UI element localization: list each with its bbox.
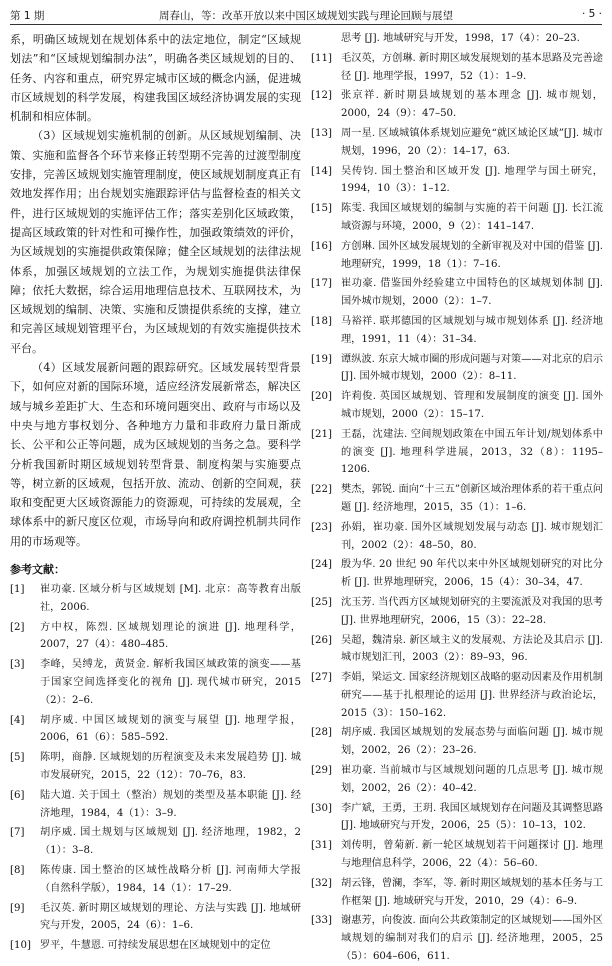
reference-number: [12] — [311, 90, 332, 102]
reference-number: [29] — [311, 765, 332, 777]
reference-number: [22] — [311, 484, 332, 496]
reference-item — [311, 875, 603, 911]
references-heading: 参考文献： — [10, 563, 65, 577]
reference-item — [311, 800, 603, 836]
reference-number: [4] — [10, 714, 25, 726]
reference-text: 樊杰，郭锐. 面向“十三五”创新区域治理体系的若干重点问题 [J]. 经济地理，2015，35（1）：1–6. — [341, 484, 603, 513]
reference-number: [24] — [311, 559, 332, 571]
reference-item — [10, 787, 301, 823]
left-column — [10, 30, 301, 952]
reference-text: 沈玉芳. 当代西方区域规划研究的主要流派及对我国的思考 [J]. 世界地理研究，2006，15（3）：22–28. — [341, 596, 603, 626]
reference-item — [10, 900, 301, 936]
reference-text: 胡序威. 我国区域规划的发展态势与面临问题 [J]. 城市规划，2002，26（2）：23–26. — [341, 727, 603, 757]
reference-text: 崔功豪. 借鉴国外经验建立中国特色的区域规划体制 [J]. 国外城市规划，2000（2）：1–7. — [341, 278, 603, 308]
reference-item — [311, 762, 603, 798]
reference-number: [13] — [311, 127, 332, 139]
reference-text: 王磊，沈建法. 空间规划政策在中国五年计划/规划体系中的演变 [J]. 地理科学进展，2013，32（8）：1195–1206. — [341, 428, 603, 476]
reference-text: 胡序威. 国土规划与区域规划 [J]. 经济地理，1982，2（1）：3–8. — [40, 827, 301, 857]
reference-text: 陈雯. 我国区域规划的编制与实施的若干问题 [J]. 长江流域资源与环境，2000，9（2）：141–147. — [341, 203, 603, 232]
reference-number: [31] — [311, 840, 332, 852]
reference-number: [26] — [311, 634, 332, 646]
reference-text: 谢惠芳，向俊波. 面向公共政策制定的区域规划——国外区域规划的编制对我们的启示 [J]. 经济地理，2005，25（5）：604–606，611. — [341, 915, 603, 963]
reference-item — [10, 712, 301, 748]
reference-text: 方创琳. 国外区域发展规划的全新审视及对中国的借鉴 [J]. 地理研究，1999，18（1）：7–16. — [341, 240, 603, 270]
reference-item — [10, 619, 301, 655]
reference-text: 殷为华. 20 世纪 90 年代以来中外区域规划研究的对比分析 [J]. 世界地理研究，2006，15（4）：30–34，47. — [341, 559, 603, 589]
reference-number: [33] — [311, 915, 332, 927]
reference-number: [25] — [311, 596, 332, 608]
reference-item — [10, 937, 301, 955]
reference-number: [9] — [10, 902, 25, 914]
reference-number: [2] — [10, 621, 25, 633]
reference-text: 孙娟，崔功豪. 国外区域规划发展与动态 [J]. 城市规划汇刊，2002（2）：48–50，80. — [341, 521, 603, 551]
reference-number: [15] — [311, 203, 332, 215]
reference-item — [311, 388, 603, 424]
reference-number: [20] — [311, 391, 332, 403]
reference-text: 李峰，吴缚龙，黄贤金. 解析我国区域政策的演变——基于国家空间选择变化的视角 [J]. 现代城市研究，2015（2）：2–6. — [40, 659, 301, 706]
reference-number: [6] — [10, 789, 25, 801]
reference-text: 周一星. 区域城镇体系规划应避免“就区域论区域”[J]. 城市规划，1996，20（2）：14–17，63. — [341, 127, 603, 157]
reference-text: 许莉俊. 英国区域规划、管理和发展制度的演变 [J]. 国外城市规划，2000（2）：15–17. — [341, 391, 603, 420]
reference-number: [16] — [311, 240, 332, 252]
reference-number: [32] — [311, 877, 332, 889]
reference-item — [311, 238, 603, 274]
reference-text: 张京祥. 新时期县域规划的基本理念 [J]. 城市规划，2000，24（9）：47–50. — [341, 90, 603, 120]
reference-number: [23] — [311, 521, 332, 533]
reference-item — [10, 749, 301, 785]
reference-item-continued — [311, 30, 603, 48]
reference-item — [311, 481, 603, 517]
reference-item — [311, 87, 603, 123]
reference-text: 李广斌，王勇，王玥. 我国区域规划存在问题及其调整思路 [J]. 地域研究与开发，2006，25（5）：10–13，102. — [341, 802, 603, 832]
reference-text: 毛汉英，方创琳. 新时期区域发展规划的基本思路及完善途径 [J]. 地理学报，1997，52（1）：1–9. — [341, 52, 603, 82]
reference-text: 吴超，魏清泉. 新区域主义的发展观、方法论及其启示 [J]. 城市规划汇刊，2003（2）：89–93，96. — [341, 634, 603, 664]
reference-text: 胡序威. 中国区域规划的演变与展望 [J]. 地理学报，2006，61（6）：585–592. — [40, 714, 301, 744]
reference-number: [28] — [311, 727, 332, 739]
page-number: · 5 · — [581, 8, 602, 20]
running-header — [10, 6, 602, 25]
reference-item — [311, 724, 603, 760]
reference-number: [27] — [311, 672, 332, 684]
reference-text: 崔功豪. 当前城市与区域规划问题的几点思考 [J]. 城市规划，2002，26（2）：40–42. — [341, 765, 603, 794]
reference-text: 陈明，商静. 区域规划的历程演变及未来发展趋势 [J]. 城市发展研究，2015，22（12）：70–76，83. — [40, 752, 301, 781]
reference-text: 吴传钧. 国土整治和区域开发 [J]. 地理学与国土研究，1994，10（3）：1–12. — [341, 165, 603, 195]
reference-text: 胡云锋，曾澜，李军，等. 新时期区域规划的基本任务与工作框架 [J]. 地域研究与开发，2010，29（4）：6–9. — [341, 877, 603, 907]
right-column — [311, 30, 603, 963]
reference-item — [311, 519, 603, 555]
reference-item — [311, 426, 603, 479]
reference-list-left — [10, 581, 301, 955]
reference-number: [1] — [10, 584, 25, 596]
reference-item — [311, 351, 603, 387]
reference-item — [10, 656, 301, 709]
reference-text: 陈传康. 国土整治的区域性战略分析 [J]. 河南师大学报（自然科学版），1984，14（1）：17–29. — [40, 864, 301, 894]
reference-item — [10, 862, 301, 898]
reference-text: 刘传明，曾菊新. 新一轮区域规划若干问题探讨 [J]. 地理与地理信息科学，2006，22（4）：56–60. — [341, 840, 603, 870]
reference-text: 罗平，牛慧恩. 可持续发展思想在区域规划中的定位 — [40, 940, 271, 952]
reference-text: 陆大道. 关于国土（整治）规划的类型及基本职能 [J]. 经济地理，1984，4（1）：3–9. — [40, 789, 301, 819]
reference-item — [311, 275, 603, 311]
reference-number: [10] — [10, 940, 31, 952]
reference-item — [311, 125, 603, 161]
reference-item — [311, 200, 603, 236]
reference-number: [8] — [10, 864, 25, 876]
reference-text: 思考 [J]. 地域研究与开发，1998，17（4）：20–23. — [341, 33, 580, 44]
reference-item — [311, 50, 603, 86]
reference-item — [311, 594, 603, 630]
reference-number: [11] — [311, 52, 332, 64]
reference-number: [30] — [311, 802, 332, 814]
paragraph-implementation-mechanism: （3）区域规划实施机制的创新。从区域规划编制、决策、实施和监督各个环节来修正转型期不完善的过渡型制度安排，完善区域规划实施管理制度，使区域规划制度真正有效地发挥作用；出台规划实施跟踪评估与监督检查的相关文件，进行区域规划的实施评估工作；落实差别化区域政策，提高区域政策的针对性和可操作性，加强政策绩效的评价，为区域规划的实施提供政策保障；健全区域规划的法律法规体系，加强区域规划的立法工作，为规划实施提供法律保障；依托大数据，综合运用地理信息技术、互联网技术，为区域规划的编制、决策、实施和反馈提供系统的支撑，建立和完善区域规划管理平台，为区域规划的有效实施提供技术平台。 — [10, 129, 301, 355]
reference-item — [311, 313, 603, 349]
reference-text: 方中权，陈烈. 区域规划理论的演进 [J]. 地理科学，2007，27（4）：480–485. — [40, 621, 301, 651]
paragraph-continued: 系，明确区域规划在规划体系中的法定地位，制定“区域规划法”和“区域规划编制办法”，明确各类区域规划的目的、任务、内容和重点，研究界定城市区域的概念内涵，促进城市区域规划的科学发展，构建我国区域经济协调发展的实现机制和相应体制。 — [10, 33, 301, 124]
reference-item — [10, 824, 301, 860]
reference-number: [5] — [10, 752, 25, 764]
issue-number: 第 1 期 — [10, 10, 45, 22]
reference-item — [311, 837, 603, 873]
reference-number: [14] — [311, 165, 332, 177]
reference-text: 谭纵波. 东京大城市圈的形成问题与对策——对北京的启示 [J]. 国外城市规划，2000（2）：8–11. — [341, 353, 603, 383]
reference-item — [311, 669, 603, 722]
reference-number: [21] — [311, 428, 332, 440]
reference-number: [18] — [311, 315, 332, 327]
reference-number: [7] — [10, 827, 25, 839]
reference-list-right — [311, 30, 603, 966]
reference-item — [10, 581, 301, 617]
reference-number: [17] — [311, 278, 332, 290]
article-title: 周春山，等：改革开放以来中国区域规划实践与理论回顾与展望 — [159, 10, 453, 22]
reference-text: 李娟，梁运文. 国家经济规划区战略的驱动因素及作用机制研究——基于扎根理论的运用 [J]. 世界经济与政治论坛，2015（3）：150–162. — [341, 672, 603, 719]
reference-item — [311, 632, 603, 668]
reference-number: [19] — [311, 353, 332, 365]
paragraph-new-problems: （4）区域发展新问题的跟踪研究。区域发展转型背景下，如何应对新的国际环境，适应经济发展新常态，解决区域与城乡差距扩大、生态和环境问题突出、政府与市场以及中央与地方事权划分、各种地方力量和非政府力量日渐成长、公平和公正等问题，成为区域规划的当务之急。要科学分析我国新时期区域规划转型背景、制度构架与实施要点等，树立新的区域观，包括开放、流动、创新的空间观，获取和变配更大区域资源能力的资源观，可持续的发展观，全球体系中的新尺度区位观，市场导向和政府调控机制共同作用的市场观等。 — [10, 361, 301, 548]
reference-item — [311, 163, 603, 199]
reference-text: 毛汉英. 新时期区域规划的理论、方法与实践 [J]. 地域研究与开发，2005，24（6）：1–6. — [40, 902, 301, 932]
reference-text: 崔功豪. 区域分析与区域规划 [M]. 北京：高等教育出版社，2006. — [40, 584, 301, 613]
reference-item — [311, 556, 603, 592]
reference-number: [3] — [10, 659, 25, 671]
reference-item — [311, 912, 603, 965]
reference-text: 马裕祥. 联邦德国的区域规划与城市规划体系 [J]. 经济地理，1991，11（4）：31–34. — [341, 315, 603, 345]
